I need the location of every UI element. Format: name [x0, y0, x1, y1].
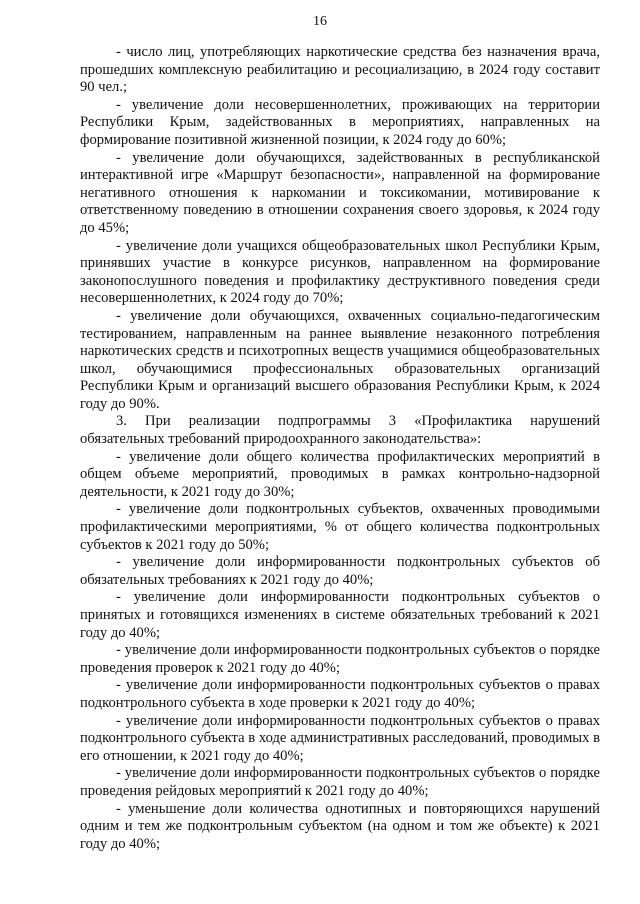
list-item: - увеличение доли подконтрольных субъектов, охваченных проводимыми профилактическими мероприятиями, % от общего количества подконтрольных субъектов к 2021 году до 50%;: [80, 501, 600, 553]
list-item: - увеличение доли информированности подконтрольных субъектов о принятых и готовящихся изменениях в системе обязательных требований к 2021 году до 40%;: [80, 589, 600, 641]
list-item: - увеличение доли обучающихся, охваченных социально-педагогическим тестированием, направленным на раннее выявление незаконного потребления наркотических средств и психотропных веществ учащимися общеобразовательных школ, обучающимися профессиональных образовательных организаций Республики Крым и организаций высшего образования Республики Крым, к 2024 году до 90%.: [80, 307, 600, 412]
list-item: - увеличение доли информированности подконтрольных субъектов о порядке проведения рейдовых мероприятий к 2021 году до 40%;: [80, 765, 600, 799]
list-item: - число лиц, употребляющих наркотические средства без назначения врача, прошедших комплексную реабилитацию и ресоциализацию, в 2024 году составит 90 чел.;: [80, 44, 600, 96]
document-body: [80, 44, 600, 853]
list-item: - увеличение доли информированности подконтрольных субъектов об обязательных требованиях к 2021 году до 40%;: [80, 554, 600, 588]
list-item: - увеличение доли учащихся общеобразовательных школ Республики Крым, принявших участие в конкурсе рисунков, направленном на формирование законопослушного поведения и профилактику деструктивного поведения среди несовершеннолетних, к 2024 году до 70%;: [80, 237, 600, 307]
list-item: - увеличение доли информированности подконтрольных субъектов о порядке проведения проверок к 2021 году до 40%;: [80, 642, 600, 676]
section-heading: 3. При реализации подпрограммы 3 «Профилактика нарушений обязательных требований природоохранного законодательства»:: [80, 413, 600, 448]
list-item: - увеличение доли несовершеннолетних, проживающих на территории Республики Крым, задействованных в мероприятиях, направленных на формирование позитивной жизненной позиции, к 2024 году до 60%;: [80, 96, 600, 148]
list-item: - увеличение доли общего количества профилактических мероприятий в общем объеме мероприятий, проводимых в рамках контрольно-надзорной деятельности, к 2021 году до 30%;: [80, 448, 600, 500]
list-item: - увеличение доли обучающихся, задействованных в республиканской интерактивной игре «Маршрут безопасности», направленной на формирование негативного отношения к наркомании и токсикомании, мотивирование к ответственному поведению в отношении сохранения своего здоровья, к 2024 году до 45%;: [80, 149, 600, 236]
page-number: 16: [313, 14, 327, 29]
list-item: - увеличение доли информированности подконтрольных субъектов о правах подконтрольного субъекта в ходе административных расследований, проводимых в его отношении, к 2021 году до 40%;: [80, 712, 600, 764]
list-item: - уменьшение доли количества однотипных и повторяющихся нарушений одним и тем же подконтрольным субъектом (на одном и том же объекте) к 2021 году до 40%;: [80, 800, 600, 852]
list-item: - увеличение доли информированности подконтрольных субъектов о правах подконтрольного субъекта в ходе проверки к 2021 году до 40%;: [80, 677, 600, 711]
